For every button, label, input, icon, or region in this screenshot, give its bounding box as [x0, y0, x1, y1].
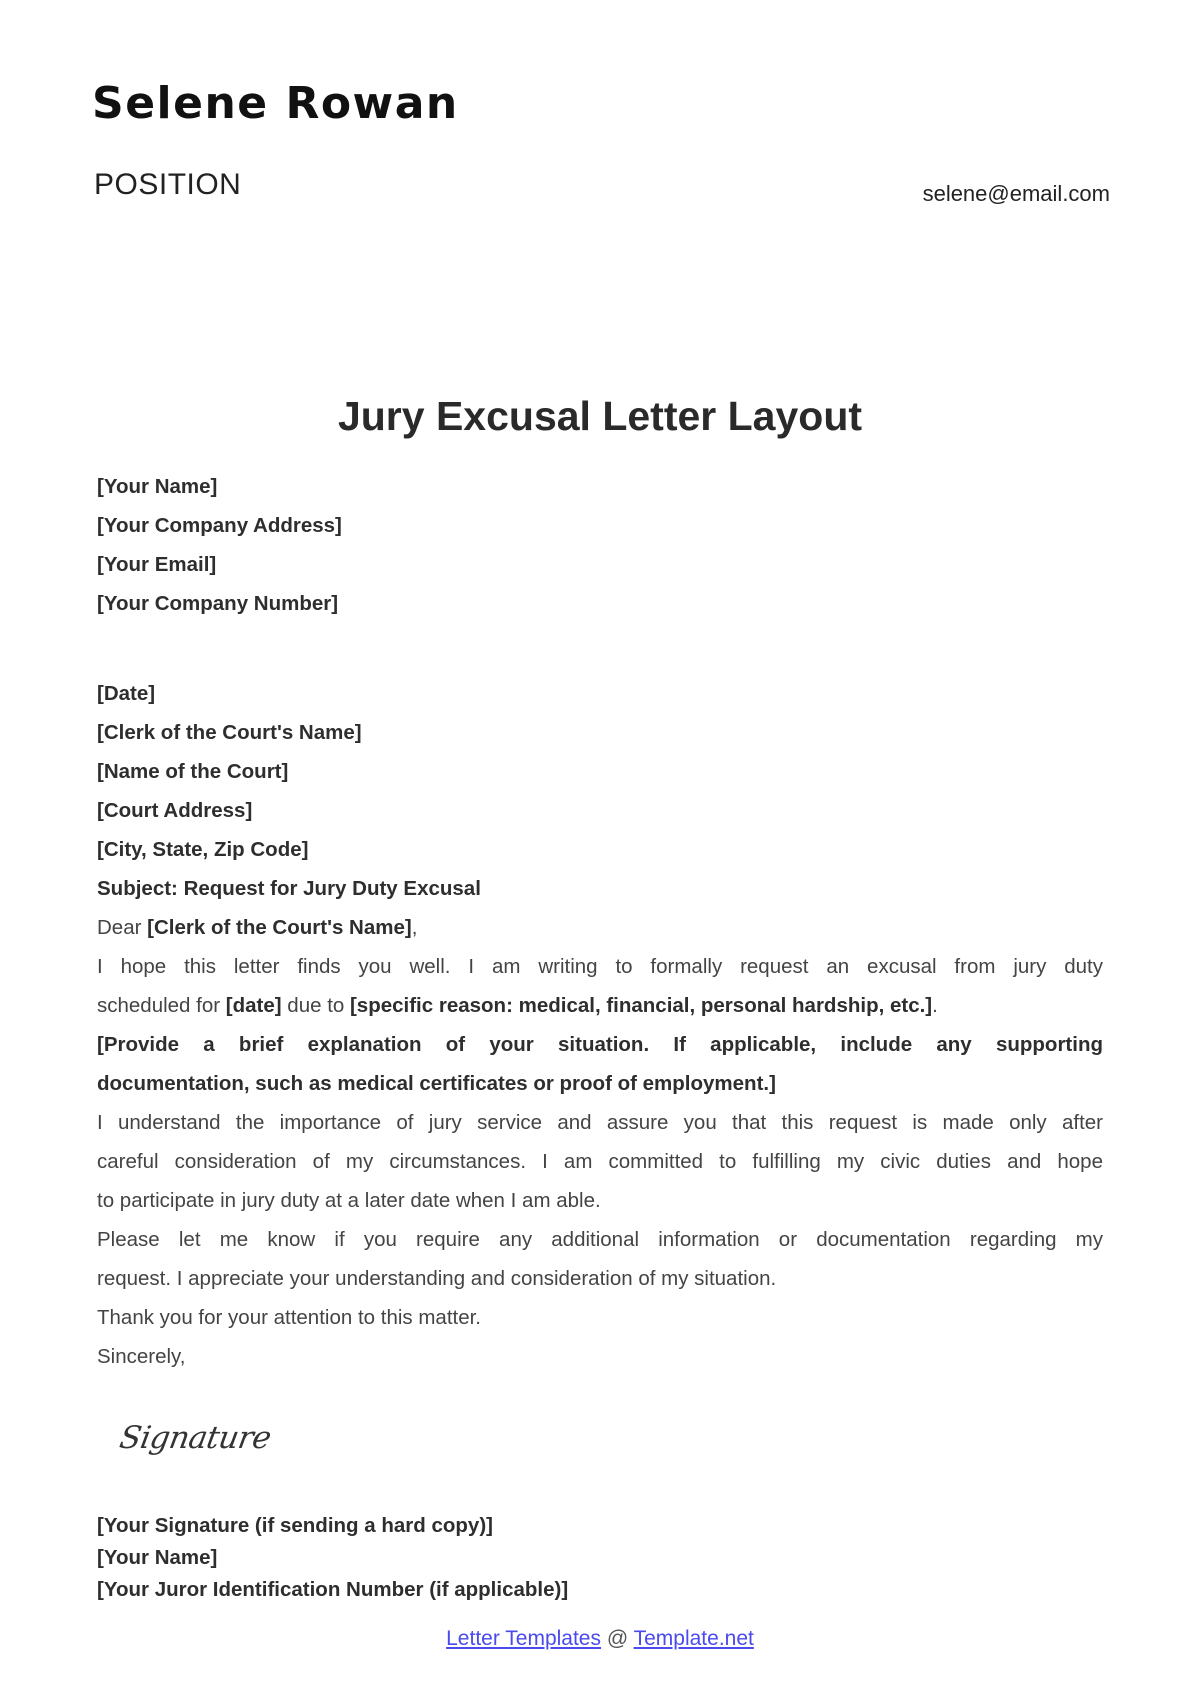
- paragraph-3-line-1: I understand the importance of jury service and assure you that this request is made only after: [97, 1111, 1103, 1134]
- signoff-signature: [Your Signature (if sending a hard copy)]: [97, 1514, 493, 1537]
- recipient-address: [Court Address]: [97, 799, 253, 822]
- footer: [0, 1627, 1200, 1651]
- paragraph-1-line-1: I hope this letter finds you well. I am writing to formally request an excusal from jury duty: [97, 955, 1103, 978]
- recipient-clerk: [Clerk of the Court's Name]: [97, 721, 362, 744]
- paragraph-2-line-2: documentation, such as medical certificates or proof of employment.]: [97, 1072, 776, 1095]
- paragraph-2-line-1: [Provide a brief explanation of your situation. If applicable, include any supporting: [97, 1033, 1103, 1056]
- paragraph-3-line-2: careful consideration of my circumstances. I am committed to fulfilling my civic duties and hope: [97, 1150, 1103, 1173]
- template-net-link[interactable]: Template.net: [633, 1627, 754, 1650]
- sender-address: [Your Company Address]: [97, 514, 342, 537]
- paragraph-4-line-1: Please let me know if you require any additional information or documentation regarding my: [97, 1228, 1103, 1251]
- sender-name-heading: Selene Rowan: [92, 78, 459, 129]
- sender-number: [Your Company Number]: [97, 592, 339, 615]
- thanks-line: Thank you for your attention to this matter.: [97, 1306, 482, 1329]
- email-address: selene@email.com: [922, 181, 1110, 206]
- closing-line: Sincerely,: [97, 1345, 186, 1368]
- recipient-date: [Date]: [97, 682, 156, 705]
- sender-name: [Your Name]: [97, 475, 218, 498]
- signoff-juror-id: [Your Juror Identification Number (if applicable)]: [97, 1578, 569, 1601]
- recipient-city: [City, State, Zip Code]: [97, 838, 309, 861]
- sender-email: [Your Email]: [97, 553, 217, 576]
- letter-templates-link[interactable]: Letter Templates: [446, 1627, 601, 1650]
- recipient-court: [Name of the Court]: [97, 760, 289, 783]
- signature-image: Signature: [116, 1420, 274, 1456]
- signoff-name: [Your Name]: [97, 1546, 218, 1569]
- paragraph-4-line-2: request. I appreciate your understanding and consideration of my situation.: [97, 1267, 777, 1290]
- paragraph-3-line-3: to participate in jury duty at a later date when I am able.: [97, 1189, 601, 1212]
- footer-separator: @: [601, 1627, 634, 1650]
- position-label: POSITION: [94, 168, 242, 201]
- subject-line: Subject: Request for Jury Duty Excusal: [97, 877, 481, 900]
- document-title: Jury Excusal Letter Layout: [337, 393, 863, 439]
- paragraph-1-line-2: scheduled for [date] due to [specific reason: medical, financial, personal hardship, etc.].: [97, 994, 938, 1017]
- salutation: Dear [Clerk of the Court's Name],: [97, 916, 418, 939]
